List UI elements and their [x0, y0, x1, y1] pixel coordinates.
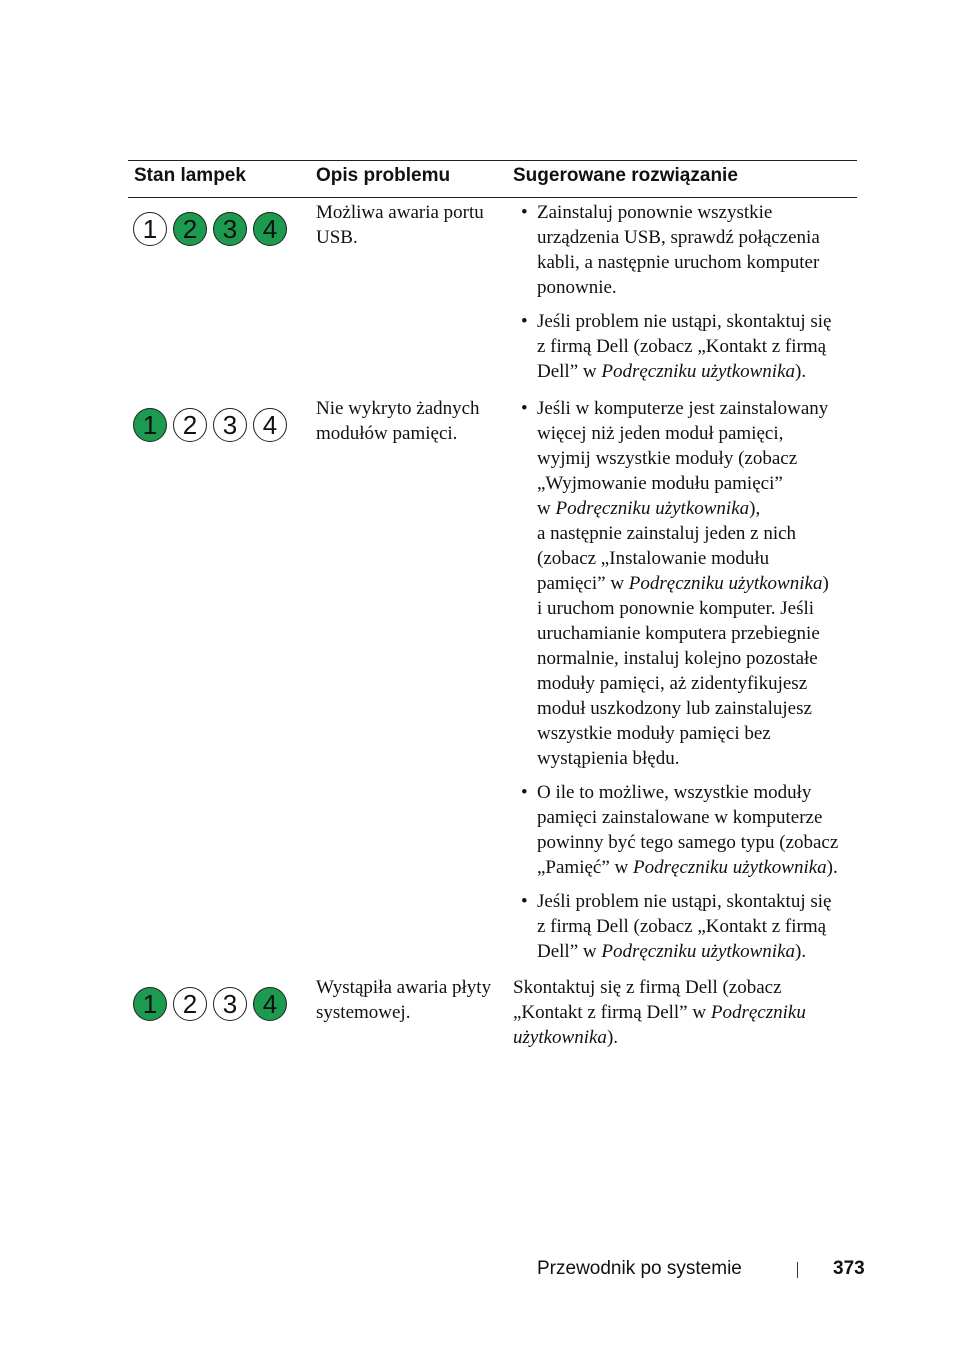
led-2-indicator: 2 — [173, 408, 207, 442]
led-2-indicator: 2 — [173, 212, 207, 246]
manual-title: Podręczniku użytkownika — [633, 857, 827, 878]
solution-line: użytkownika). — [513, 1027, 619, 1048]
solution-line: pamięci” w Podręczniku użytkownika) — [537, 573, 829, 594]
led-3-indicator: 3 — [213, 212, 247, 246]
footer-section-title: Przewodnik po systemie — [537, 1258, 742, 1279]
manual-title: Podręczniku — [710, 1002, 806, 1023]
solution-row-1 — [513, 200, 858, 393]
led-3-indicator: 3 — [213, 987, 247, 1021]
bullet-dot: • — [521, 202, 528, 223]
solution-bullet — [513, 200, 858, 300]
led-1-indicator: 1 — [133, 408, 167, 442]
solution-line: moduł uszkodzony lub zainstalujesz — [537, 698, 812, 719]
solution-line: wyjmij wszystkie moduły (zobacz — [537, 448, 798, 469]
led-1-indicator: 1 — [133, 987, 167, 1021]
led-2-indicator: 2 — [173, 987, 207, 1021]
solution-line: w Podręczniku użytkownika), — [537, 498, 761, 519]
manual-title: Podręczniku użytkownika — [628, 573, 823, 594]
description-line: Wystąpiła awaria płyty — [316, 977, 492, 998]
solution-line: Jeśli w komputerze jest zainstalowany — [537, 398, 829, 419]
solution-line: Zainstaluj ponownie wszystkie — [537, 202, 773, 223]
solution-line: z firmą Dell (zobacz „Kontakt z firmą — [537, 336, 827, 357]
solution-bullet — [513, 309, 858, 384]
solution-row-2 — [513, 396, 858, 973]
solution-line: a następnie zainstaluj jeden z nich — [537, 523, 797, 544]
manual-title: Podręczniku użytkownika — [555, 498, 750, 519]
solution-bullet — [513, 396, 858, 771]
led-4-indicator: 4 — [253, 212, 287, 246]
solution-line: Dell” w Podręczniku użytkownika). — [537, 941, 807, 962]
led-4-indicator: 4 — [253, 987, 287, 1021]
bullet-dot: • — [521, 398, 528, 419]
header-suggested-solution: Sugerowane rozwiązanie — [513, 165, 738, 186]
solution-line: ponownie. — [537, 277, 617, 298]
bullet-dot: • — [521, 891, 528, 912]
solution-line: „Pamięć” w Podręczniku użytkownika). — [537, 857, 838, 878]
description-line: systemowej. — [316, 1002, 411, 1023]
solution-line: „Kontakt z firmą Dell” w Podręczniku — [513, 1002, 806, 1023]
footer-divider — [797, 1262, 798, 1278]
problem-description-row-1 — [316, 200, 506, 250]
bullet-dot: • — [521, 782, 528, 803]
header-led-status: Stan lampek — [134, 165, 246, 186]
solution-line: Jeśli problem nie ustąpi, skontaktuj się — [537, 891, 832, 912]
solution-line: (zobacz „Instalowanie modułu — [537, 548, 770, 569]
table-header-rule — [128, 197, 857, 198]
solution-line: moduły pamięci, aż zidentyfikujesz — [537, 673, 808, 694]
problem-description-row-2 — [316, 396, 506, 446]
solution-line: Dell” w Podręczniku użytkownika). — [537, 361, 807, 382]
description-line: USB. — [316, 227, 358, 248]
led-1-indicator: 1 — [133, 212, 167, 246]
solution-line: wystąpienia błędu. — [537, 748, 680, 769]
solution-line: więcej niż jeden moduł pamięci, — [537, 423, 784, 444]
led-pattern-row-2 — [133, 408, 295, 444]
solution-line: urządzenia USB, sprawdź połączenia — [537, 227, 820, 248]
manual-title: Podręczniku użytkownika — [601, 941, 796, 962]
led-pattern-row-1 — [133, 212, 295, 248]
solution-line: kabli, a następnie uruchom komputer — [537, 252, 820, 273]
solution-line: i uruchom ponownie komputer. Jeśli — [537, 598, 815, 619]
bullet-dot: • — [521, 311, 528, 332]
problem-description-row-3 — [316, 975, 506, 1025]
solution-line: powinny być tego samego typu (zobacz — [537, 832, 839, 853]
solution-row-3 — [513, 975, 858, 1050]
led-3-indicator: 3 — [213, 408, 247, 442]
solution-line: Jeśli problem nie ustąpi, skontaktuj się — [537, 311, 832, 332]
solution-line: pamięci zainstalowane w komputerze — [537, 807, 823, 828]
solution-line: Skontaktuj się z firmą Dell (zobacz — [513, 977, 782, 998]
led-4-indicator: 4 — [253, 408, 287, 442]
solution-line: uruchamianie komputera przebiegnie — [537, 623, 820, 644]
solution-line: wszystkie moduły pamięci bez — [537, 723, 771, 744]
led-pattern-row-3 — [133, 987, 295, 1023]
solution-line: z firmą Dell (zobacz „Kontakt z firmą — [537, 916, 827, 937]
solution-bullet — [513, 889, 858, 964]
description-line: modułów pamięci. — [316, 423, 458, 444]
description-line: Możliwa awaria portu — [316, 202, 484, 223]
page-number: 373 — [833, 1258, 865, 1279]
header-problem-description: Opis problemu — [316, 165, 451, 186]
solution-bullet — [513, 780, 858, 880]
solution-line: normalnie, instaluj kolejno pozostałe — [537, 648, 818, 669]
description-line: Nie wykryto żadnych — [316, 398, 480, 419]
table-top-rule — [128, 160, 857, 161]
manual-title: użytkownika — [513, 1027, 607, 1048]
solution-line: „Wyjmowanie modułu pamięci” — [537, 473, 783, 494]
solution-line: O ile to możliwe, wszystkie moduły — [537, 782, 812, 803]
manual-title: Podręczniku użytkownika — [601, 361, 796, 382]
